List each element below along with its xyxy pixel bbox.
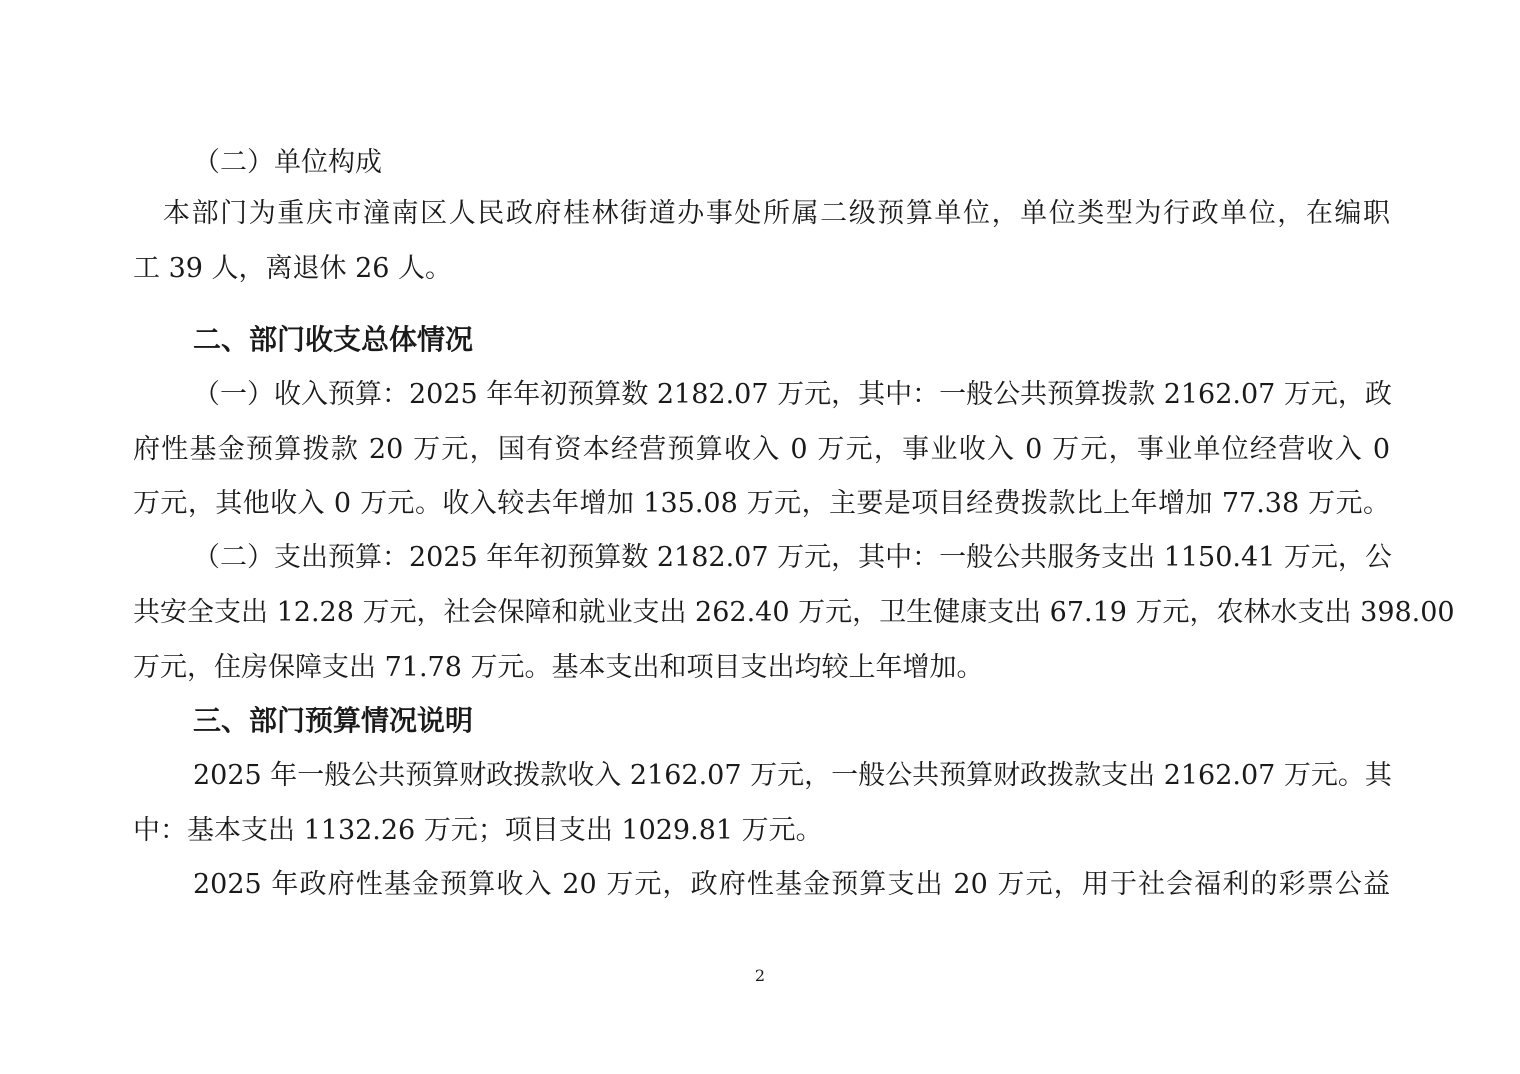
- subsection-heading-unit: （二）单位构成: [193, 147, 382, 178]
- paragraph-line: 2025 年一般公共预算财政拨款收入 2162.07 万元，一般公共预算财政拨款支出 2162.07 万元。其: [193, 760, 1392, 791]
- paragraph-line: 万元，其他收入 0 万元。收入较去年增加 135.08 万元，主要是项目经费拨款比上年增加 77.38 万元。: [133, 488, 1390, 519]
- paragraph-line: 2025 年政府性基金预算收入 20 万元，政府性基金预算支出 20 万元，用于社会福利的彩票公益: [193, 869, 1390, 900]
- paragraph-line: 万元，住房保障支出 71.78 万元。基本支出和项目支出均较上年增加。: [133, 652, 984, 683]
- section-heading-overview: 二、部门收支总体情况: [193, 323, 474, 356]
- paragraph-line: 府性基金预算拨款 20 万元，国有资本经营预算收入 0 万元，事业收入 0 万元，事业单位经营收入 0: [133, 434, 1390, 465]
- paragraph-line: （一）收入预算：2025 年年初预算数 2182.07 万元，其中：一般公共预算拨款 2162.07 万元，政: [193, 379, 1392, 410]
- paragraph-line: （二）支出预算：2025 年年初预算数 2182.07 万元，其中：一般公共服务支出 1150.41 万元，公: [193, 542, 1392, 573]
- section-heading-budget-explanation: 三、部门预算情况说明: [193, 704, 474, 737]
- page-number: 2: [754, 966, 766, 985]
- paragraph-line: 工 39 人，离退休 26 人。: [133, 253, 453, 284]
- paragraph-line: 本部门为重庆市潼南区人民政府桂林街道办事处所属二级预算单位，单位类型为行政单位，在编职: [163, 198, 1390, 229]
- paragraph-line: 共安全支出 12.28 万元，社会保障和就业支出 262.40 万元，卫生健康支出 67.19 万元，农林水支出 398.00: [133, 597, 1455, 628]
- paragraph-line: 中：基本支出 1132.26 万元；项目支出 1029.81 万元。: [133, 815, 823, 846]
